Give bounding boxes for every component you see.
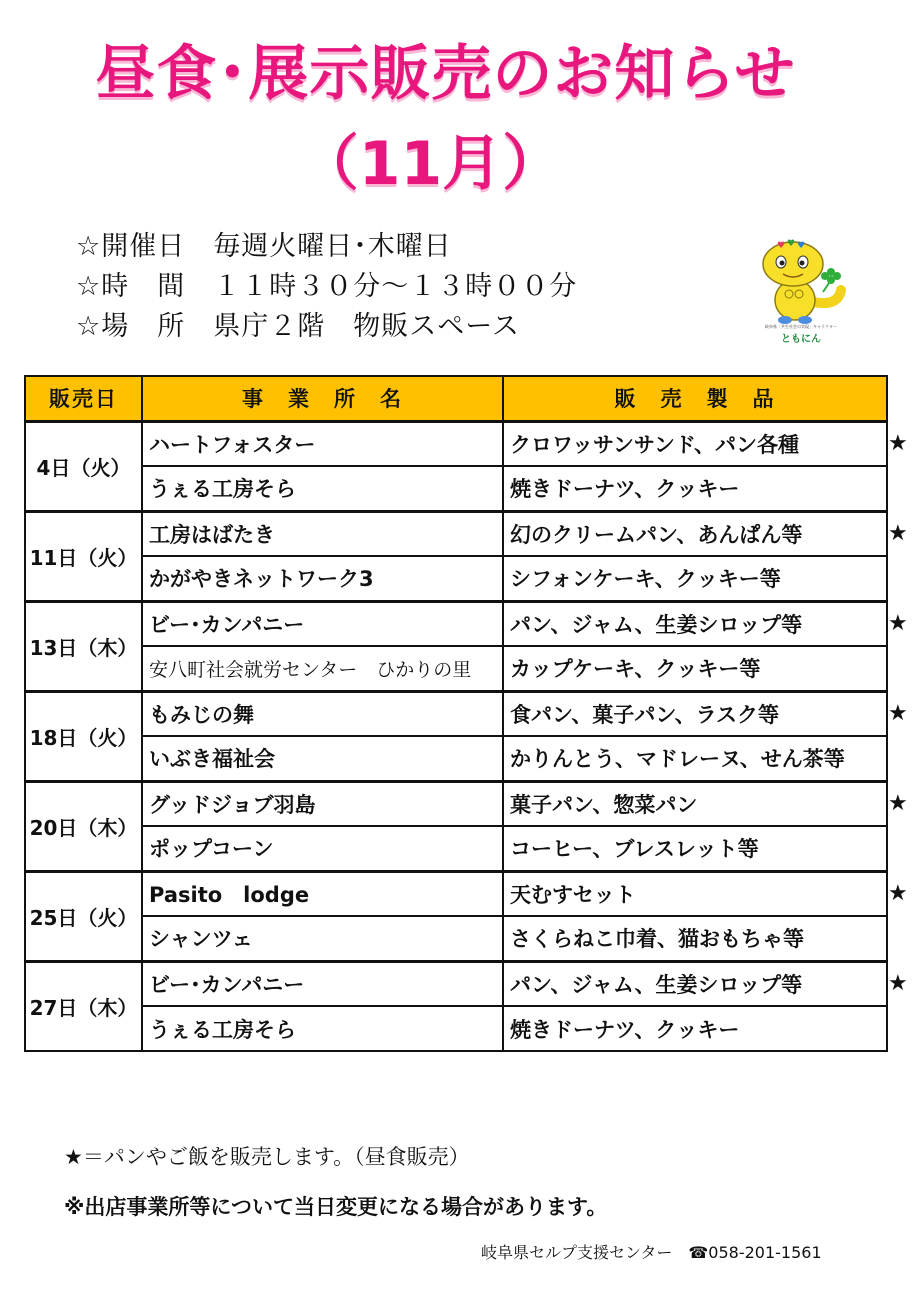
info-date: ☆開催日 毎週火曜日･木曜日 bbox=[76, 231, 452, 262]
svg-text:♥: ♥ bbox=[797, 241, 806, 251]
info-time: ☆時 間 １１時３０分～１３時００分 bbox=[76, 271, 578, 302]
table-row bbox=[25, 1006, 887, 1051]
header-org-name: 事 業 所 名 bbox=[142, 376, 503, 421]
product-cell: 幻のクリームパン、あんぱん等 bbox=[503, 511, 887, 556]
product-cell: さくらねこ巾着、猫おもちゃ等 bbox=[503, 916, 887, 961]
org-name-cell: もみじの舞 bbox=[142, 691, 503, 736]
lunch-star-icon: ★ bbox=[888, 430, 908, 456]
org-name-cell: ハートフォスター bbox=[142, 421, 503, 466]
table-row bbox=[25, 781, 887, 826]
table-row bbox=[25, 466, 887, 511]
table-row bbox=[25, 916, 887, 961]
product-cell: かりんとう、マドレーヌ、せん茶等 bbox=[503, 736, 887, 781]
schedule-table bbox=[24, 375, 888, 1052]
sale-date-cell: 18日（火） bbox=[25, 691, 142, 781]
product-cell: シフォンケーキ、クッキー等 bbox=[503, 556, 887, 601]
mascot-caption: ともにん bbox=[781, 334, 821, 345]
org-name-cell: ビー･カンパニー bbox=[142, 961, 503, 1006]
table-row bbox=[25, 691, 887, 736]
lunch-star-icon: ★ bbox=[888, 520, 908, 546]
product-cell: 食パン、菓子パン、ラスク等 bbox=[503, 691, 887, 736]
svg-text:♥: ♥ bbox=[777, 241, 786, 251]
org-name-cell: 安八町社会就労センター ひかりの里 bbox=[142, 646, 503, 691]
header-sale-date: 販売日 bbox=[25, 376, 142, 421]
table-row bbox=[25, 601, 887, 646]
org-name-cell: かがやきネットワーク3 bbox=[142, 556, 503, 601]
table-row bbox=[25, 421, 887, 466]
product-cell: 天むすセット bbox=[503, 871, 887, 916]
sale-date-cell: 4日（火） bbox=[25, 421, 142, 511]
lunch-star-icon: ★ bbox=[888, 970, 908, 996]
org-name-cell: 工房はばたき bbox=[142, 511, 503, 556]
sale-date-cell: 11日（火） bbox=[25, 511, 142, 601]
header-products: 販 売 製 品 bbox=[503, 376, 887, 421]
table-row bbox=[25, 736, 887, 781]
lunch-star-icon: ★ bbox=[888, 700, 908, 726]
note-star-legend: ★＝パンやご飯を販売します。（昼食販売） bbox=[64, 1145, 470, 1169]
info-place: ☆場 所 県庁２階 物販スペース bbox=[76, 311, 520, 342]
org-name-cell: Pasito lodge bbox=[142, 871, 503, 916]
product-cell: パン、ジャム、生姜シロップ等 bbox=[503, 601, 887, 646]
org-name-cell: うぇる工房そら bbox=[142, 466, 503, 511]
product-cell: カップケーキ、クッキー等 bbox=[503, 646, 887, 691]
product-cell: 焼きドーナツ、クッキー bbox=[503, 466, 887, 511]
mascot-tagline: 岐阜県「共生社会の実現」キャラクター bbox=[765, 324, 837, 329]
org-name-cell: うぇる工房そら bbox=[142, 1006, 503, 1051]
product-cell: クロワッサンサンド、パン各種 bbox=[503, 421, 887, 466]
org-name-cell: ビー･カンパニー bbox=[142, 601, 503, 646]
sale-date-cell: 13日（木） bbox=[25, 601, 142, 691]
product-cell: コーヒー、ブレスレット等 bbox=[503, 826, 887, 871]
table-row bbox=[25, 871, 887, 916]
lunch-star-icon: ★ bbox=[888, 610, 908, 636]
table-row bbox=[25, 826, 887, 871]
sale-date-cell: 20日（木） bbox=[25, 781, 142, 871]
product-cell: 焼きドーナツ、クッキー bbox=[503, 1006, 887, 1051]
mascot-tomonin-icon bbox=[753, 232, 849, 345]
table-row bbox=[25, 556, 887, 601]
table-row bbox=[25, 961, 887, 1006]
note-change-warning: ※出店事業所等について当日変更になる場合があります。 bbox=[64, 1195, 608, 1219]
org-name-cell: グッドジョブ羽島 bbox=[142, 781, 503, 826]
product-cell: 菓子パン、惣菜パン bbox=[503, 781, 887, 826]
sale-date-cell: 27日（木） bbox=[25, 961, 142, 1051]
sale-date-cell: 25日（火） bbox=[25, 871, 142, 961]
org-name-cell: ポップコーン bbox=[142, 826, 503, 871]
org-name-cell: いぶき福祉会 bbox=[142, 736, 503, 781]
product-cell: パン、ジャム、生姜シロップ等 bbox=[503, 961, 887, 1006]
page-subtitle-month: （11月） bbox=[298, 129, 563, 199]
table-header-row bbox=[25, 376, 887, 421]
lunch-star-icon: ★ bbox=[888, 790, 908, 816]
table-row bbox=[25, 646, 887, 691]
footer-contact: 岐阜県セルプ支援センター ☎058-201-1561 bbox=[481, 1243, 822, 1262]
org-name-cell: シャンツェ bbox=[142, 916, 503, 961]
svg-text:♥: ♥ bbox=[787, 239, 796, 249]
table-row bbox=[25, 511, 887, 556]
lunch-star-icon: ★ bbox=[888, 880, 908, 906]
page-title: 昼食･展示販売のお知らせ bbox=[95, 39, 796, 109]
